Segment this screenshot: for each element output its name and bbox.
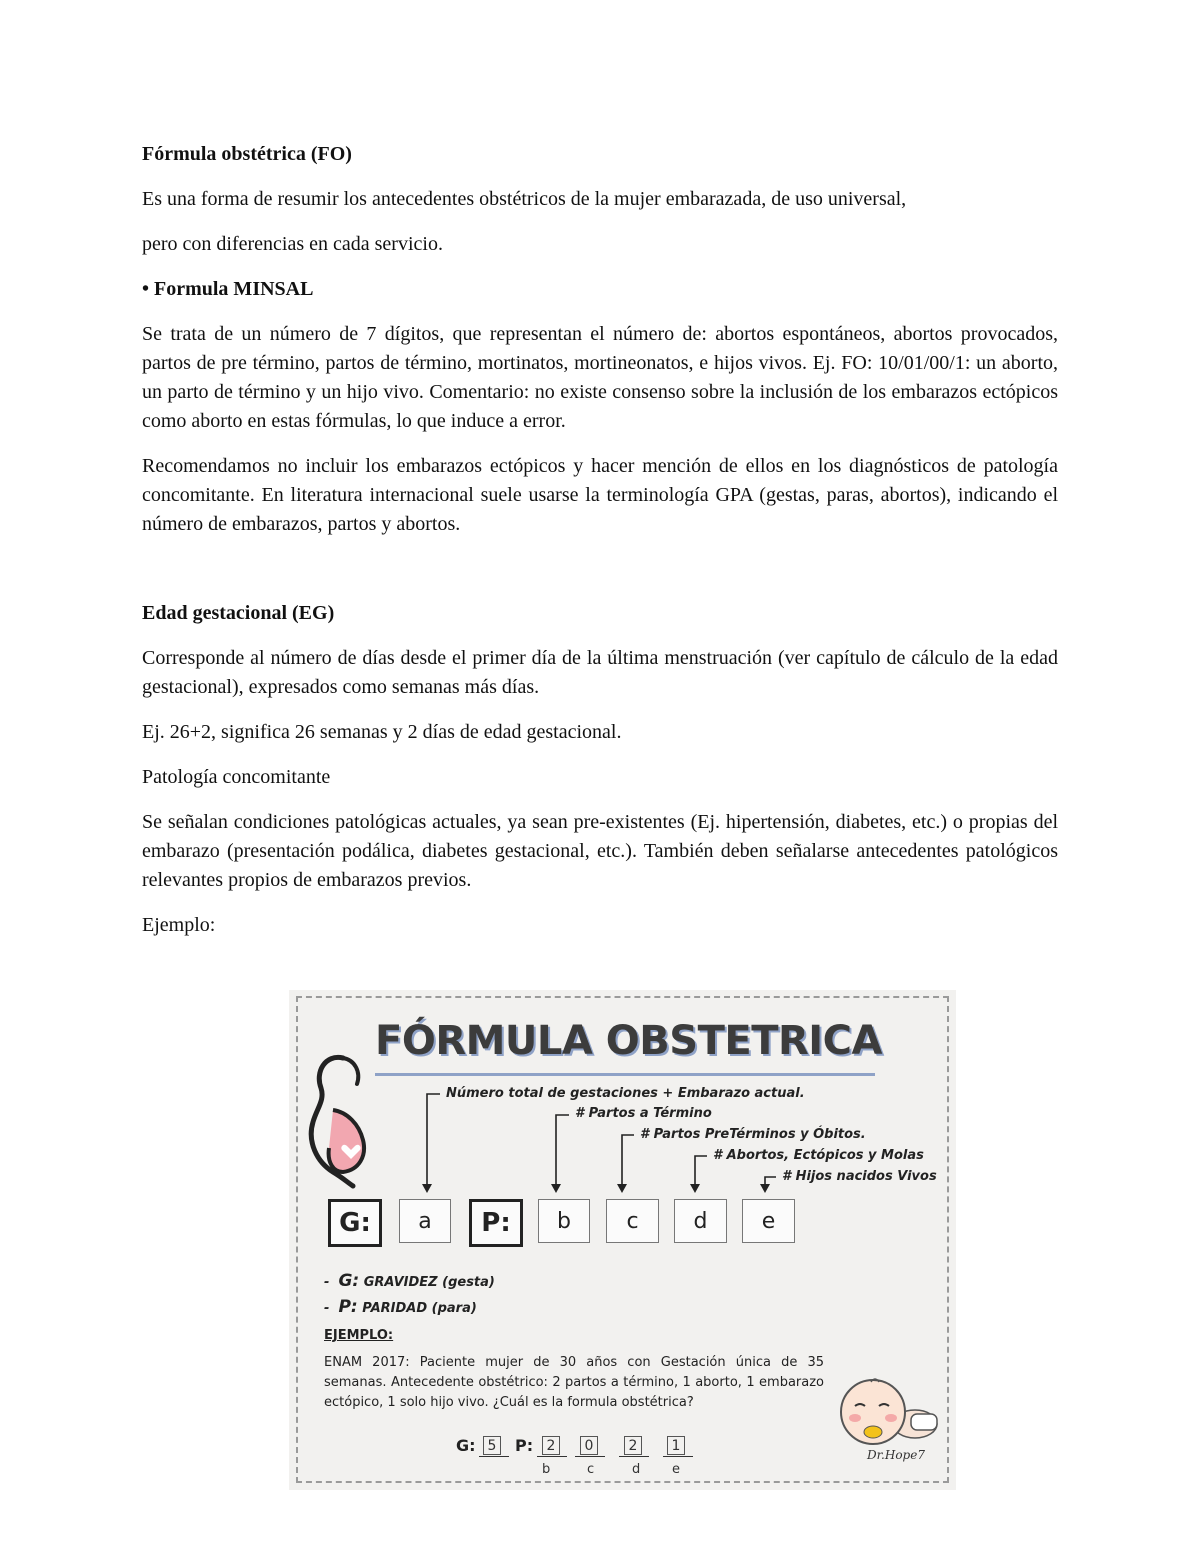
answer-b-value: 2: [542, 1436, 560, 1455]
annotation-abortos: # Abortos, Ectópicos y Molas: [713, 1148, 924, 1163]
paragraph: pero con diferencias en cada servicio.: [142, 233, 443, 255]
answer-e-value: 1: [667, 1436, 685, 1455]
annotation-gestaciones: Número total de gestaciones + Embarazo actual.: [446, 1086, 805, 1101]
definition-g-text: GRAVIDEZ (gesta): [363, 1275, 495, 1290]
paragraph: Patología concomitante: [142, 766, 331, 788]
answer-line: [575, 1456, 605, 1457]
annotation-partos-termino: # Partos a Término: [575, 1106, 712, 1121]
answer-line: [537, 1456, 567, 1457]
answer-line: [663, 1456, 693, 1457]
bullet-heading: • Formula MINSAL: [142, 278, 314, 300]
definition-g-letter: G:: [338, 1271, 360, 1291]
definition-p-text: PARIDAD (para): [362, 1301, 477, 1316]
example-label: EJEMPLO:: [324, 1328, 394, 1343]
definition-p: - P: PARIDAD (para): [324, 1297, 477, 1317]
definition-p-letter: P:: [338, 1297, 358, 1317]
answer-p-label: P:: [515, 1436, 534, 1455]
answer-sub-d: d: [632, 1462, 641, 1477]
box-e: e: [742, 1199, 795, 1243]
answer-g-value: 5: [483, 1436, 501, 1455]
box-p: P:: [469, 1199, 523, 1247]
paragraph: Se trata de un número de 7 dígitos, que representan el número de: abortos espontáneos, abortos provocados, partos de pre término, partos de término, mortinatos, mortineonatos, e hijos vivos. Ej. FO: 10/01/00/1: un aborto, un parto de término y un hijo vivo. Comentario: no existe consenso sobre la inclusión de los embarazos ectópicos como aborto en estas fórmulas, lo que induce a error.: [142, 323, 1058, 432]
paragraph: Ej. 26+2, significa 26 semanas y 2 días de edad gestacional.: [142, 721, 622, 743]
paragraph: Se señalan condiciones patológicas actuales, ya sean pre-existentes (Ej. hipertensión, diabetes, etc.) o propias del embarazo (presentación podálica, diabetes gestacional, etc.). También deben señalarse antecedentes patológicos relevantes propios de embarazos previos.: [142, 811, 1058, 891]
figure-title: FÓRMULA OBSTETRICA: [375, 1018, 882, 1064]
box-a: a: [399, 1199, 451, 1243]
heading-formula-obstetrica: Fórmula obstétrica (FO): [142, 143, 352, 165]
annotation-hijos-vivos: # Hijos nacidos Vivos: [782, 1169, 937, 1184]
answer-sub-e: e: [672, 1462, 680, 1477]
annotation-partos-pretermino: # Partos PreTérminos y Óbitos.: [640, 1127, 866, 1142]
box-c: c: [606, 1199, 659, 1243]
answer-d-value: 2: [624, 1436, 642, 1455]
box-g: G:: [328, 1199, 382, 1247]
answer-g-label: G:: [456, 1436, 476, 1455]
answer-line: [479, 1456, 509, 1457]
document-body: [142, 140, 1058, 940]
answer-line: [619, 1456, 649, 1457]
answer-sub-b: b: [542, 1462, 551, 1477]
paragraph: Corresponde al número de días desde el primer día de la última menstruación (ver capítulo de cálculo de la edad gestacional), expresados como semanas más días.: [142, 647, 1058, 698]
heading-edad-gestacional: Edad gestacional (EG): [142, 602, 335, 624]
example-text: ENAM 2017: Paciente mujer de 30 años con Gestación única de 35 semanas. Antecedente obstétrico: 2 partos a término, 1 aborto, 1 embarazo ectópico, 1 solo hijo vivo. ¿Cuál es la formula obstétrica?: [324, 1355, 824, 1410]
baby-icon: [833, 1376, 943, 1456]
box-b: b: [538, 1199, 590, 1243]
signature: Dr.Hope7: [867, 1448, 925, 1462]
answer-sub-c: c: [587, 1462, 595, 1477]
paragraph: Es una forma de resumir los antecedentes obstétricos de la mujer embarazada, de uso universal,: [142, 188, 907, 210]
paragraph: Ejemplo:: [142, 914, 216, 936]
definition-g: - G: GRAVIDEZ (gesta): [324, 1271, 495, 1291]
paragraph: Recomendamos no incluir los embarazos ectópicos y hacer mención de ellos en los diagnósticos de patología concomitante. En literatura internacional suele usarse la terminología GPA (gestas, paras, abortos), indicando el número de embarazos, partos y abortos.: [142, 455, 1058, 535]
box-d: d: [674, 1199, 727, 1243]
answer-c-value: 0: [580, 1436, 598, 1455]
formula-obstetrica-figure: [289, 990, 956, 1490]
